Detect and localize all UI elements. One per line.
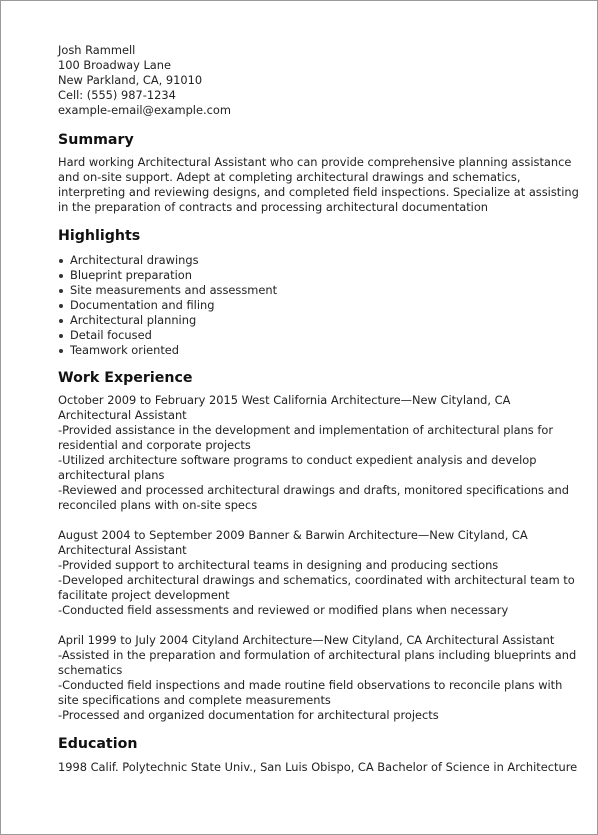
job-duty: -Provided assistance in the development and implementation of architectural plans for residential and corporate projects xyxy=(58,423,554,452)
job-duty: -Assisted in the preparation and formulation of architectural plans including blueprints and schematics xyxy=(58,648,577,677)
contact-address-line1: 100 Broadway Lane xyxy=(58,58,171,72)
job-duty: -Conducted field inspections and made routine field observations to reconcile plans with site specifications and complete measurements xyxy=(58,678,563,707)
contact-phone: Cell: (555) 987-1234 xyxy=(58,88,176,102)
highlight-item: Architectural drawings xyxy=(70,253,583,268)
contact-email: example-email@example.com xyxy=(58,103,231,117)
contact-address-line2: New Parkland, CA, 91010 xyxy=(58,73,203,87)
job-duty: -Provided support to architectural teams in designing and producing sections xyxy=(58,558,499,572)
job-duty: -Developed architectural drawings and schematics, coordinated with architectural team to facilitate project development xyxy=(58,573,575,602)
job-duty: -Reviewed and processed architectural drawings and drafts, monitored specifications and reconciled plans with on-site specs xyxy=(58,483,569,512)
job-duty: -Conducted field assessments and reviewed or modified plans when necessary xyxy=(58,603,509,617)
job-entry xyxy=(58,528,583,618)
education-text: 1998 Calif. Polytechnic State Univ., San Luis Obispo, CA Bachelor of Science in Architecture xyxy=(58,760,578,774)
summary-heading: Summary xyxy=(58,132,134,148)
job-title: October 2009 to February 2015 West California Architecture—New Cityland, CA Architectural Assistant xyxy=(58,393,511,422)
highlight-item: Site measurements and assessment xyxy=(70,283,583,298)
highlight-item: Detail focused xyxy=(70,328,583,343)
summary-section xyxy=(58,131,583,215)
contact-name: Josh Rammell xyxy=(58,43,136,57)
education-section xyxy=(58,735,583,775)
work-experience-heading: Work Experience xyxy=(58,370,193,386)
job-title: August 2004 to September 2009 Banner & Barwin Architecture—New Cityland, CA Architectural Assistant xyxy=(58,528,528,557)
job-entry xyxy=(58,393,583,513)
job-title: April 1999 to July 2004 Cityland Architecture—New Cityland, CA Architectural Assistant xyxy=(58,633,555,647)
highlights-list xyxy=(58,253,583,358)
job-duty: -Utilized architecture software programs to conduct expedient analysis and develop architectural plans xyxy=(58,453,537,482)
education-heading: Education xyxy=(58,736,138,752)
highlights-heading: Highlights xyxy=(58,228,141,244)
highlight-item: Architectural planning xyxy=(70,313,583,328)
job-duty: -Processed and organized documentation for architectural projects xyxy=(58,708,439,722)
job-entry xyxy=(58,633,583,723)
work-experience-section xyxy=(58,369,583,723)
highlight-item: Teamwork oriented xyxy=(70,343,583,358)
highlight-item: Blueprint preparation xyxy=(70,268,583,283)
summary-text: Hard working Architectural Assistant who can provide comprehensive planning assistance and on-site support. Adept at completing architectural drawings and schematics, interpreting and reviewing designs, and completed field inspections. Specialize at assisting in the preparation of contracts and processing architectural documentation xyxy=(58,155,579,214)
highlights-section xyxy=(58,227,583,358)
highlight-item: Documentation and filing xyxy=(70,298,583,313)
contact-block xyxy=(58,43,583,118)
